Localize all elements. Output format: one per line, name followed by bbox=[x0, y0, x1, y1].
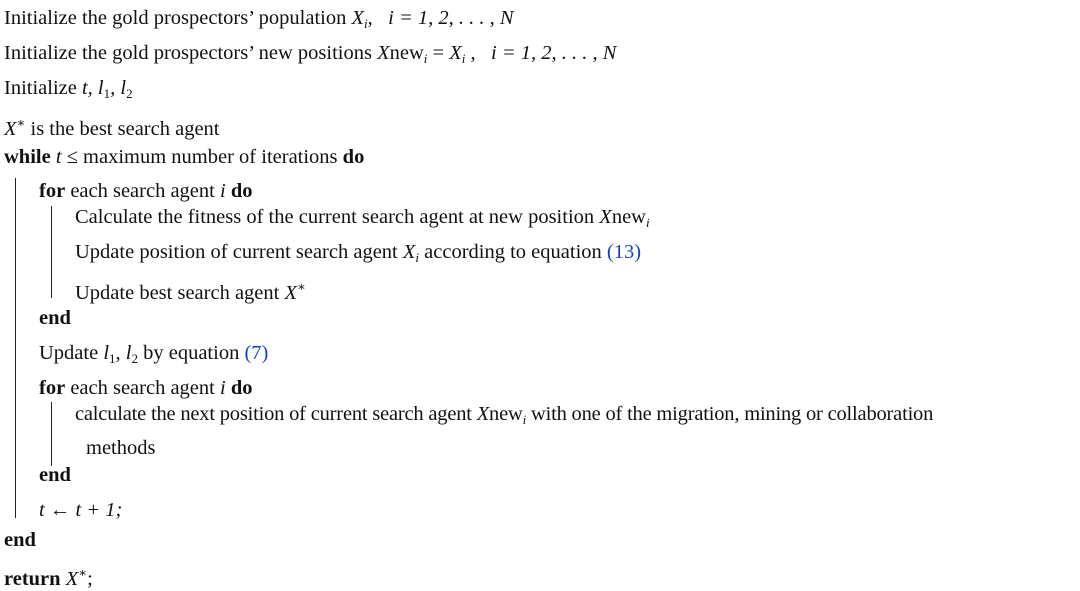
line2-new: new bbox=[389, 42, 424, 64]
line5-cond-text: maximum number of iterations bbox=[83, 146, 338, 168]
algo-line-18 bbox=[4, 561, 93, 591]
line5-cond-op: ≤ bbox=[66, 146, 78, 168]
algo-line-14 bbox=[86, 436, 155, 460]
line8-ref-close: ) bbox=[634, 241, 642, 263]
line8-text: Update position of current search agent bbox=[75, 241, 398, 263]
line4-sup: ∗ bbox=[16, 115, 26, 130]
equation-7-link[interactable]: 7 bbox=[251, 342, 262, 364]
line7-var: X bbox=[599, 206, 612, 228]
line9-var: X bbox=[284, 282, 297, 304]
line2-eq: = bbox=[427, 42, 450, 64]
line11-text2: by equation bbox=[143, 342, 240, 364]
line13-new: new bbox=[489, 403, 523, 425]
line17-end: end bbox=[4, 529, 36, 551]
line6-do: do bbox=[230, 180, 253, 202]
line18-sup: ∗ bbox=[78, 565, 88, 580]
while-block-bar bbox=[15, 178, 16, 518]
line12-var: i bbox=[219, 377, 226, 399]
line11-ref-open: ( bbox=[244, 342, 252, 364]
line3-s1: 1 bbox=[103, 86, 111, 101]
line6-var: i bbox=[219, 180, 226, 202]
line9-sup: ∗ bbox=[297, 279, 306, 294]
line2-range: i = 1, 2, . . . , bbox=[491, 42, 603, 64]
line13-var: X bbox=[476, 403, 490, 425]
line2-range-end: N bbox=[602, 42, 617, 64]
line11-s2: 2 bbox=[131, 351, 138, 366]
line8-ref-open: ( bbox=[606, 241, 614, 263]
algo-line-9 bbox=[75, 275, 306, 305]
line3-vars: t, l bbox=[81, 77, 104, 99]
line11-l2: l bbox=[125, 342, 132, 364]
line13-sub: i bbox=[522, 412, 527, 427]
line2-text: Initialize the gold prospectors’ new positions bbox=[4, 42, 372, 64]
line8-sub: i bbox=[415, 250, 420, 265]
line12-text: each search agent bbox=[70, 377, 215, 399]
line18-semi: ; bbox=[87, 568, 93, 590]
algo-line-4 bbox=[4, 111, 219, 141]
line16-rhs: t + 1; bbox=[75, 499, 123, 521]
line10-end: end bbox=[39, 307, 71, 329]
line4-var: X bbox=[4, 118, 17, 140]
line1-sub: i bbox=[364, 16, 368, 31]
algo-line-15 bbox=[39, 463, 71, 487]
line13-text: calculate the next position of current search agent bbox=[75, 403, 472, 425]
algo-line-3 bbox=[4, 76, 133, 106]
line12-for: for bbox=[39, 377, 66, 399]
line8-var: X bbox=[402, 241, 416, 263]
line18-var: X bbox=[65, 568, 79, 590]
line1-range: i = 1, 2, . . . , bbox=[388, 7, 500, 29]
line16-arrow: ← bbox=[49, 499, 71, 521]
algo-line-7 bbox=[75, 205, 650, 235]
line16-lhs: t bbox=[39, 499, 45, 521]
line15-end: end bbox=[39, 464, 71, 486]
line9-text: Update best search agent bbox=[75, 282, 280, 304]
line1-var: X bbox=[351, 7, 364, 29]
line3-s2: 2 bbox=[126, 86, 133, 101]
line2-var: X bbox=[377, 42, 390, 64]
line8-text2: according to equation bbox=[424, 241, 602, 263]
line11-s1: 1 bbox=[109, 351, 116, 366]
algo-line-5 bbox=[4, 145, 364, 169]
algo-line-12 bbox=[39, 376, 252, 400]
algo-line-10 bbox=[39, 306, 71, 330]
line2-var2: X bbox=[449, 42, 462, 64]
equation-13-link[interactable]: 13 bbox=[613, 241, 635, 263]
line1-range-end: N bbox=[499, 7, 514, 29]
algo-line-17 bbox=[4, 528, 36, 552]
line12-do: do bbox=[230, 377, 253, 399]
line18-return: return bbox=[4, 568, 61, 590]
for-block-bar-1 bbox=[51, 206, 52, 298]
line1-text: Initialize the gold prospectors’ population bbox=[4, 7, 347, 29]
algo-line-11 bbox=[39, 341, 268, 371]
for-block-bar-2 bbox=[51, 402, 52, 466]
line2-sub2: i bbox=[461, 51, 466, 66]
line6-text: each search agent bbox=[70, 180, 215, 202]
line14-text: methods bbox=[86, 437, 156, 459]
line6-for: for bbox=[39, 180, 66, 202]
line2-sub: i bbox=[423, 51, 428, 66]
line11-ref-close: ) bbox=[261, 342, 269, 364]
line11-comma: , bbox=[115, 342, 126, 364]
algo-line-2 bbox=[4, 41, 616, 71]
algo-line-6 bbox=[39, 179, 252, 203]
line7-new: new bbox=[611, 206, 646, 228]
line11-l1: l bbox=[103, 342, 110, 364]
line5-cond-var: t bbox=[55, 146, 62, 168]
line5-do: do bbox=[342, 146, 365, 168]
algo-line-8 bbox=[75, 240, 641, 270]
line13-text2: with one of the migration, mining or collaboration bbox=[530, 403, 934, 425]
line5-while: while bbox=[4, 146, 51, 168]
algo-line-1: Initialize the gold prospectors’ population $X_i$, i = 1, 2, . . . , N bbox=[4, 7, 514, 31]
line3-text: Initialize bbox=[4, 77, 77, 99]
line7-text: Calculate the fitness of the current search agent at new position bbox=[75, 206, 595, 228]
algo-line-16 bbox=[39, 498, 122, 522]
line4-text: is the best search agent bbox=[30, 118, 220, 140]
algo-line-13 bbox=[75, 402, 933, 432]
line11-text: Update bbox=[39, 342, 99, 364]
line3-comma: , l bbox=[110, 77, 127, 99]
line7-sub: i bbox=[645, 215, 650, 230]
line2-sep: , bbox=[465, 42, 481, 64]
